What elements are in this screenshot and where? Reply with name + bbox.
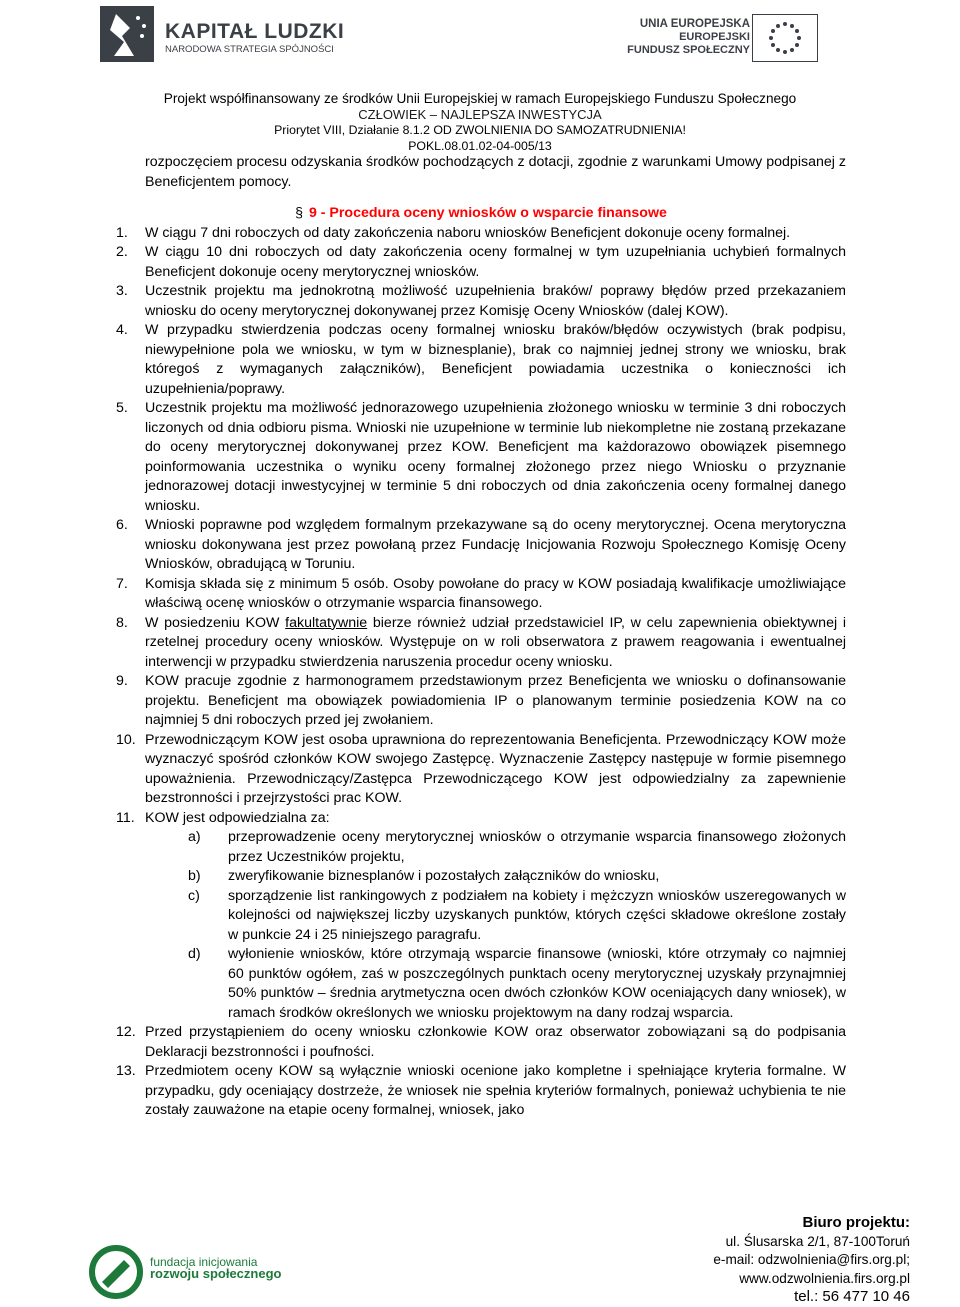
section-title: 9 - Procedura oceny wniosków o wsparcie finansowe xyxy=(308,205,667,221)
list-item: 1. W ciągu 7 dni roboczych od daty zakończenia naboru wniosków Beneficjent dokonuje oceny formalnej. xyxy=(116,224,791,241)
office-address: ul. Ślusarska 2/1, 87-100Toruń xyxy=(725,1233,910,1249)
paragraph-symbol: § xyxy=(295,205,303,221)
eu-flag-icon xyxy=(752,14,818,62)
firs-logo-line2: rozwoju społecznego xyxy=(150,1266,282,1281)
kapital-ludzki-subtitle: NARODOWA STRATEGIA SPÓJNOŚCI xyxy=(165,44,334,55)
header-line-cofinancing: Projekt współfinansowany ze środków Unii Europejskiej w ramach Europejskiego Funduszu Społecznego xyxy=(163,91,797,106)
office-email[interactable]: e-mail: odzwolnienia@firs.org.pl; xyxy=(713,1252,910,1267)
document-body xyxy=(116,153,846,1121)
office-phone: tel.: 56 477 10 46 xyxy=(794,1288,910,1305)
list-item: 3. Uczestnik projektu ma jednokrotną możliwość uzupełnienia braków/ poprawy błędów przed przekazaniem wniosku do oceny merytorycznej dokonywanej przez Komisję Oceny Wniosków (dalej KOW). xyxy=(116,283,846,319)
firs-logo-line1: fundacja inicjowania xyxy=(150,1255,258,1269)
ue-label xyxy=(626,18,750,57)
list-item: 4. W przypadku stwierdzenia podczas oceny formalnej wniosku braków/błędów oczywistych (brak podpisu, niewypełnione pola we wniosku, w tym w biznesplanie), brak co najmniej jednej strony we wniosku, brak któregoś z wymaganych załączników), Beneficjent powiadamia uczestnika o konieczności ich uzupełnienia/poprawy. xyxy=(116,322,846,397)
header-line-slogan: CZŁOWIEK – NAJLEPSZA INWESTYCJA xyxy=(358,107,602,122)
ue-label-line2: EUROPEJSKI xyxy=(679,31,750,43)
list-item: 10. Przewodniczącym KOW jest osoba uprawniona do reprezentowania Beneficjenta. Przewodniczący KOW może wyznaczyć spośród członków KOW swojego Zastępcę. Wyznaczenie Zastępcy następuje w formie pisemnego upoważnienia. Przewodniczący/Zastępca Przewodniczącego KOW jest odpowiedzialny za zapewnienie bezstronności i przejrzystości prac KOW. xyxy=(116,731,846,806)
list-item: 6. Wnioski poprawne pod względem formalnym przekazywane są do oceny merytorycznej. Ocena merytoryczna wniosku dokonywana jest przez powołaną przez Fundację Inicjowania Rozwoju Społecznego Komisję Oceny Wniosków, obradującą w Toruniu. xyxy=(116,517,846,572)
list-item: 11. KOW jest odpowiedzialna za: xyxy=(116,809,330,826)
intro-paragraph: rozpoczęciem procesu odzyskania środków pochodzących z dotacji, zgodnie z warunkami Umowy podpisanej z Beneficjentem pomocy. xyxy=(145,154,846,190)
office-contact xyxy=(713,1214,910,1307)
section-heading xyxy=(116,204,846,224)
header-line-project-number: POKL.08.01.02-04-005/13 xyxy=(408,139,552,153)
kapital-ludzki-title: KAPITAŁ LUDZKI xyxy=(165,20,345,43)
list-item: 8. W posiedzeniu KOW fakultatywnie bierze również udział przedstawiciel IP, w celu zapewnienia obiektywnej i rzetelnej procedury oceny wniosków. Występuje on w roli obserwatora z prawem reagowania i ewentualnej interwencji w przypadku stwierdzenia naruszenia procedur oceny wniosku. xyxy=(116,614,846,670)
list-item: 9. KOW pracuje zgodnie z harmonogramem przedstawionym przez Beneficjenta we wniosku o dofinansowanie projektu. Beneficjent ma obowiązek powiadomienia IP o planowanym terminie posiedzenia KOW na co najmniej 5 dni roboczych przed jej zwołaniem. xyxy=(116,673,846,728)
list-item: 5. Uczestnik projektu ma możliwość jednorazowego uzupełnienia złożonego wniosku w terminie 3 dni roboczych liczonych od dnia odbioru pisma. Wnioski nie uzupełnione w terminie lub niekompletne nie zostaną przekazane do oceny merytorycznej dokonywanej przez KOW. Beneficjent ma każdorazowo obowiązek pisemnego poinformowania uczestnika o wyniku oceny formalnej złożonego przez niego Wniosku o przyznanie jednorazowej dotacji inwestycyjnej w terminie 5 dni roboczych od dnia zakończenia oceny formalnej danego wniosku. xyxy=(116,400,846,514)
list-item: 13. Przedmiotem oceny KOW są wyłącznie wnioski ocenione jako kompletne i spełniające kryteria formalne. W przypadku, gdy oceniający dostrzeże, że wniosek nie spełnia kryteriów formalnych, ponieważ uchybienia te nie zostały zauważone na etapie oceny formalnej, wniosek, jako xyxy=(116,1063,846,1118)
sub-list-item: c) sporządzenie list rankingowych z podziałem na kobiety i mężczyzn wniosków uszeregowanych w kolejności od największej liczby uzyskanych punktów, których części składowe określone zostały w punkcie 24 i 25 niniejszego paragrafu. xyxy=(188,887,846,943)
office-label: Biuro projektu: xyxy=(802,1214,910,1231)
firs-logo-text xyxy=(150,1256,281,1280)
list-item: 2. W ciągu 10 dni roboczych od daty zakończenia oceny formalnej w tym uzupełniania uchybień formalnych Beneficjent dokonuje oceny merytorycznej wniosków. xyxy=(116,244,846,280)
list-item: 12. Przed przystąpieniem do oceny wniosku członkowie KOW oraz obserwator zobowiązani są do podpisania Deklaracji bezstronności i poufności. xyxy=(116,1024,846,1060)
sub-list-item: b) zweryfikowanie biznesplanów i pozostałych załączników do wniosku, xyxy=(188,868,660,884)
list-item: 7. Komisja składa się z minimum 5 osób. Osoby powołane do pracy w KOW posiadają kwalifikacje umożliwiające właściwą ocenę wniosków o otrzymanie wsparcia finansowego. xyxy=(116,575,846,611)
header-line-priority: Priorytet VIII, Działanie 8.1.2 OD ZWOLNIENIA DO SAMOZATRUDNIENIA! xyxy=(274,123,686,137)
underlined-word: fakultatywnie xyxy=(285,614,368,631)
sub-list-item: d) wyłonienie wniosków, które otrzymają wsparcie finansowe (wnioski, które otrzymały co najmniej 60 punktów ogółem, zaś w poszczególnych punktach oceny merytorycznej uzyskały przynajmniej 50% punktów – średnia arytmetyczna ocen dwóch członków KOW oceniających dany wniosek), w ramach środków określonych we wniosku projektowym na dany rodzaj wsparcia. xyxy=(188,946,846,1021)
sub-list-item: a) przeprowadzenie oceny merytorycznej wniosków o otrzymanie wsparcia finansowego złożonych przez Uczestników projektu, xyxy=(188,829,846,865)
ue-label-line3: FUNDUSZ SPOŁECZNY xyxy=(627,44,750,56)
office-website[interactable]: www.odzwolnienia.firs.org.pl xyxy=(739,1270,910,1286)
page-header xyxy=(0,0,960,153)
ue-label-line1: UNIA EUROPEJSKA xyxy=(639,18,750,30)
